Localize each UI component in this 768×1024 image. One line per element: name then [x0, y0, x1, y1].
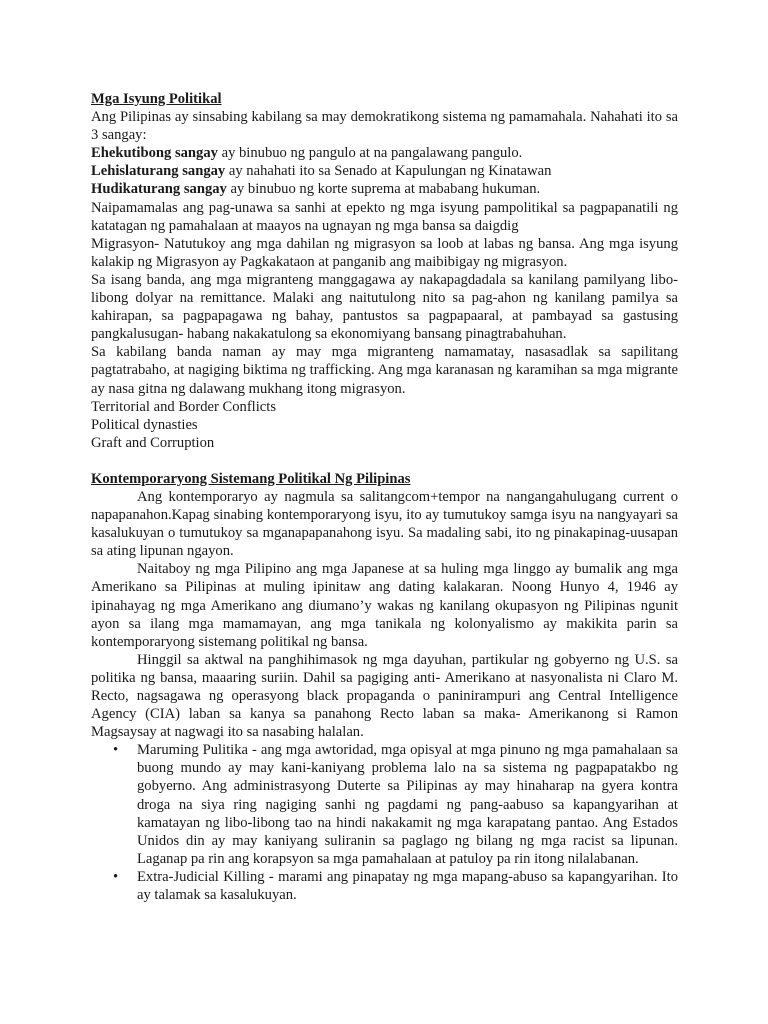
intro-paragraph: Ang Pilipinas ay sinsabing kabilang sa may demokratikong sistema ng pamamahala. Nahahati ito sa 3 sangay:: [91, 109, 678, 144]
list-item: [91, 741, 678, 868]
list-item-text: Extra-Judicial Killing - marami ang pinapatay ng mga mapang-abuso sa kapangyarihan. Ito ay talamak sa kasalukuyan.: [137, 868, 678, 904]
paragraph: Sa isang banda, ang mga migranteng manggagawa ay nakapagdadala sa kanilang pamilyang libo-libong dolyar na remittance. Malaki ang naitutulong nito sa pag-ahon ng kanilang pamilya sa kahirapan, sa pagpapagawa ng bahay, pantustos sa pagpapaaral, at pambayad sa gastusing pangkalusugan- habang nakakatulong sa ekonomiyang bansang pinagtrabahuhan.: [91, 271, 678, 343]
bullet-icon: •: [113, 742, 119, 759]
branch-description: ay binubuo ng korte suprema at mababang hukuman.: [226, 181, 541, 198]
bullet-icon: •: [113, 868, 119, 885]
document-page: [91, 90, 678, 904]
topic-item: Political dynasties: [91, 416, 198, 433]
section-title-isyung-politikal: Mga Isyung Politikal: [91, 91, 222, 107]
branch-description: ay binubuo ng pangulo at na pangalawang pangulo.: [217, 145, 523, 162]
section-title-kontemporaryong-sistema: Kontemporaryong Sistemang Politikal Ng Pilipinas: [91, 470, 411, 487]
topic-item: Graft and Corruption: [91, 434, 215, 451]
topic-item: Territorial and Border Conflicts: [91, 398, 276, 415]
paragraph: Naitaboy ng mga Pilipino ang mga Japanese at sa huling mga linggo ay bumalik ang mga Amerikano sa Pilipinas at muling ipinitaw ang dating kalakaran. Noong Hunyo 4, 1946 ay ipinahayag ng mga Amerikano ang diumano’y wakas ng kanilang okupasyon ng Pilipinas ngunit ayon sa ilang mga mamamayan, ang mga tanikala ng kolonyalismo ay makikita parin sa kontemporaryong sistemang politikal ng bansa.: [91, 561, 678, 650]
paragraph: Hinggil sa aktwal na panghihimasok ng mga dayuhan, partikular ng gobyerno ng U.S. sa politika ng bansa, maaaring suriin. Dahil sa pagiging anti- Amerikano at nasyonalista ni Claro M. Recto, nagsagawa ng operasyong black propaganda o paninirampuri ang Central Intelligence Agency (CIA) laban sa kanya sa panahong Recto laban sa maka- Amerikanong si Ramon Magsaysay at nagwagi ito sa nasabing halalan.: [91, 651, 678, 741]
paragraph: Sa kabilang banda naman ay may mga migranteng namamatay, nasasadlak sa sapilitang pagtatrabaho, at nagiging biktima ng trafficking. Ang mga karanasan ng karamihan sa mga migrante ay nasa gitna ng dalawang mukhang itong migrasyon.: [91, 344, 678, 397]
branch-term: Hudikaturang sangay: [91, 181, 227, 198]
paragraph: Ang kontemporaryo ay nagmula sa salitangcom+tempor na nangangahulugang current o napapanahon.Kapag sinabing kontemporaryong isyu, ito ay tumutukoy samga isyu na nangyayari sa kasalukuyan o tumutukoy sa mganapapanahong isyu. Sa madaling sabi, ito ng pinakapinag-uusapan sa ating lipunan ngayon.: [91, 488, 678, 560]
section-spacer: [91, 452, 678, 470]
list-item: [91, 868, 678, 904]
branch-term: Ehekutibong sangay: [91, 145, 218, 162]
list-item-text: Maruming Pulitika - ang mga awtoridad, mga opisyal at mga pinuno ng mga pamahalaan sa buong mundo ay may kani-kaniyang problema lalo na sa sistema ng pagpapatakbo ng gobyerno. Ang administrasyong Duterte sa Pilipinas ay may hinaharap na gyera kontra droga na siya ring nagiging sanhi ng pagdami ng pang-aabuso sa kapangyarihan at kamatayan ng libo-libong tao na hindi nakakamit ng mga karapatang pantao. Ang Estados Unidos din ay may kaniyang suliranin sa paglago ng bilang ng mga racist sa lipunan. Laganap pa rin ang korapsyon sa mga pamahalaan at patuloy pa rin itong nilalabanan.: [137, 742, 678, 867]
bullet-list: [91, 741, 678, 904]
branch-term: Lehislaturang sangay: [91, 163, 226, 180]
paragraph: Naipamamalas ang pag-unawa sa sanhi at epekto ng mga isyung pampolitikal sa pagpapanatili ng katatagan ng pamahalaan at maayos na ugnayan ng mga bansa sa daigdig: [91, 199, 678, 234]
branch-judicial: [91, 180, 678, 198]
branch-description: ay nahahati ito sa Senado at Kapulungan ng Kinatawan: [225, 163, 552, 180]
paragraph: Migrasyon- Natutukoy ang mga dahilan ng migrasyon sa loob at labas ng bansa. Ang mga isyung kalakip ng Migrasyon ay Pagkakataon at panganib ang maibibigay ng migrasyon.: [91, 235, 678, 270]
branch-legislative: [91, 162, 678, 180]
branch-executive: [91, 144, 678, 162]
